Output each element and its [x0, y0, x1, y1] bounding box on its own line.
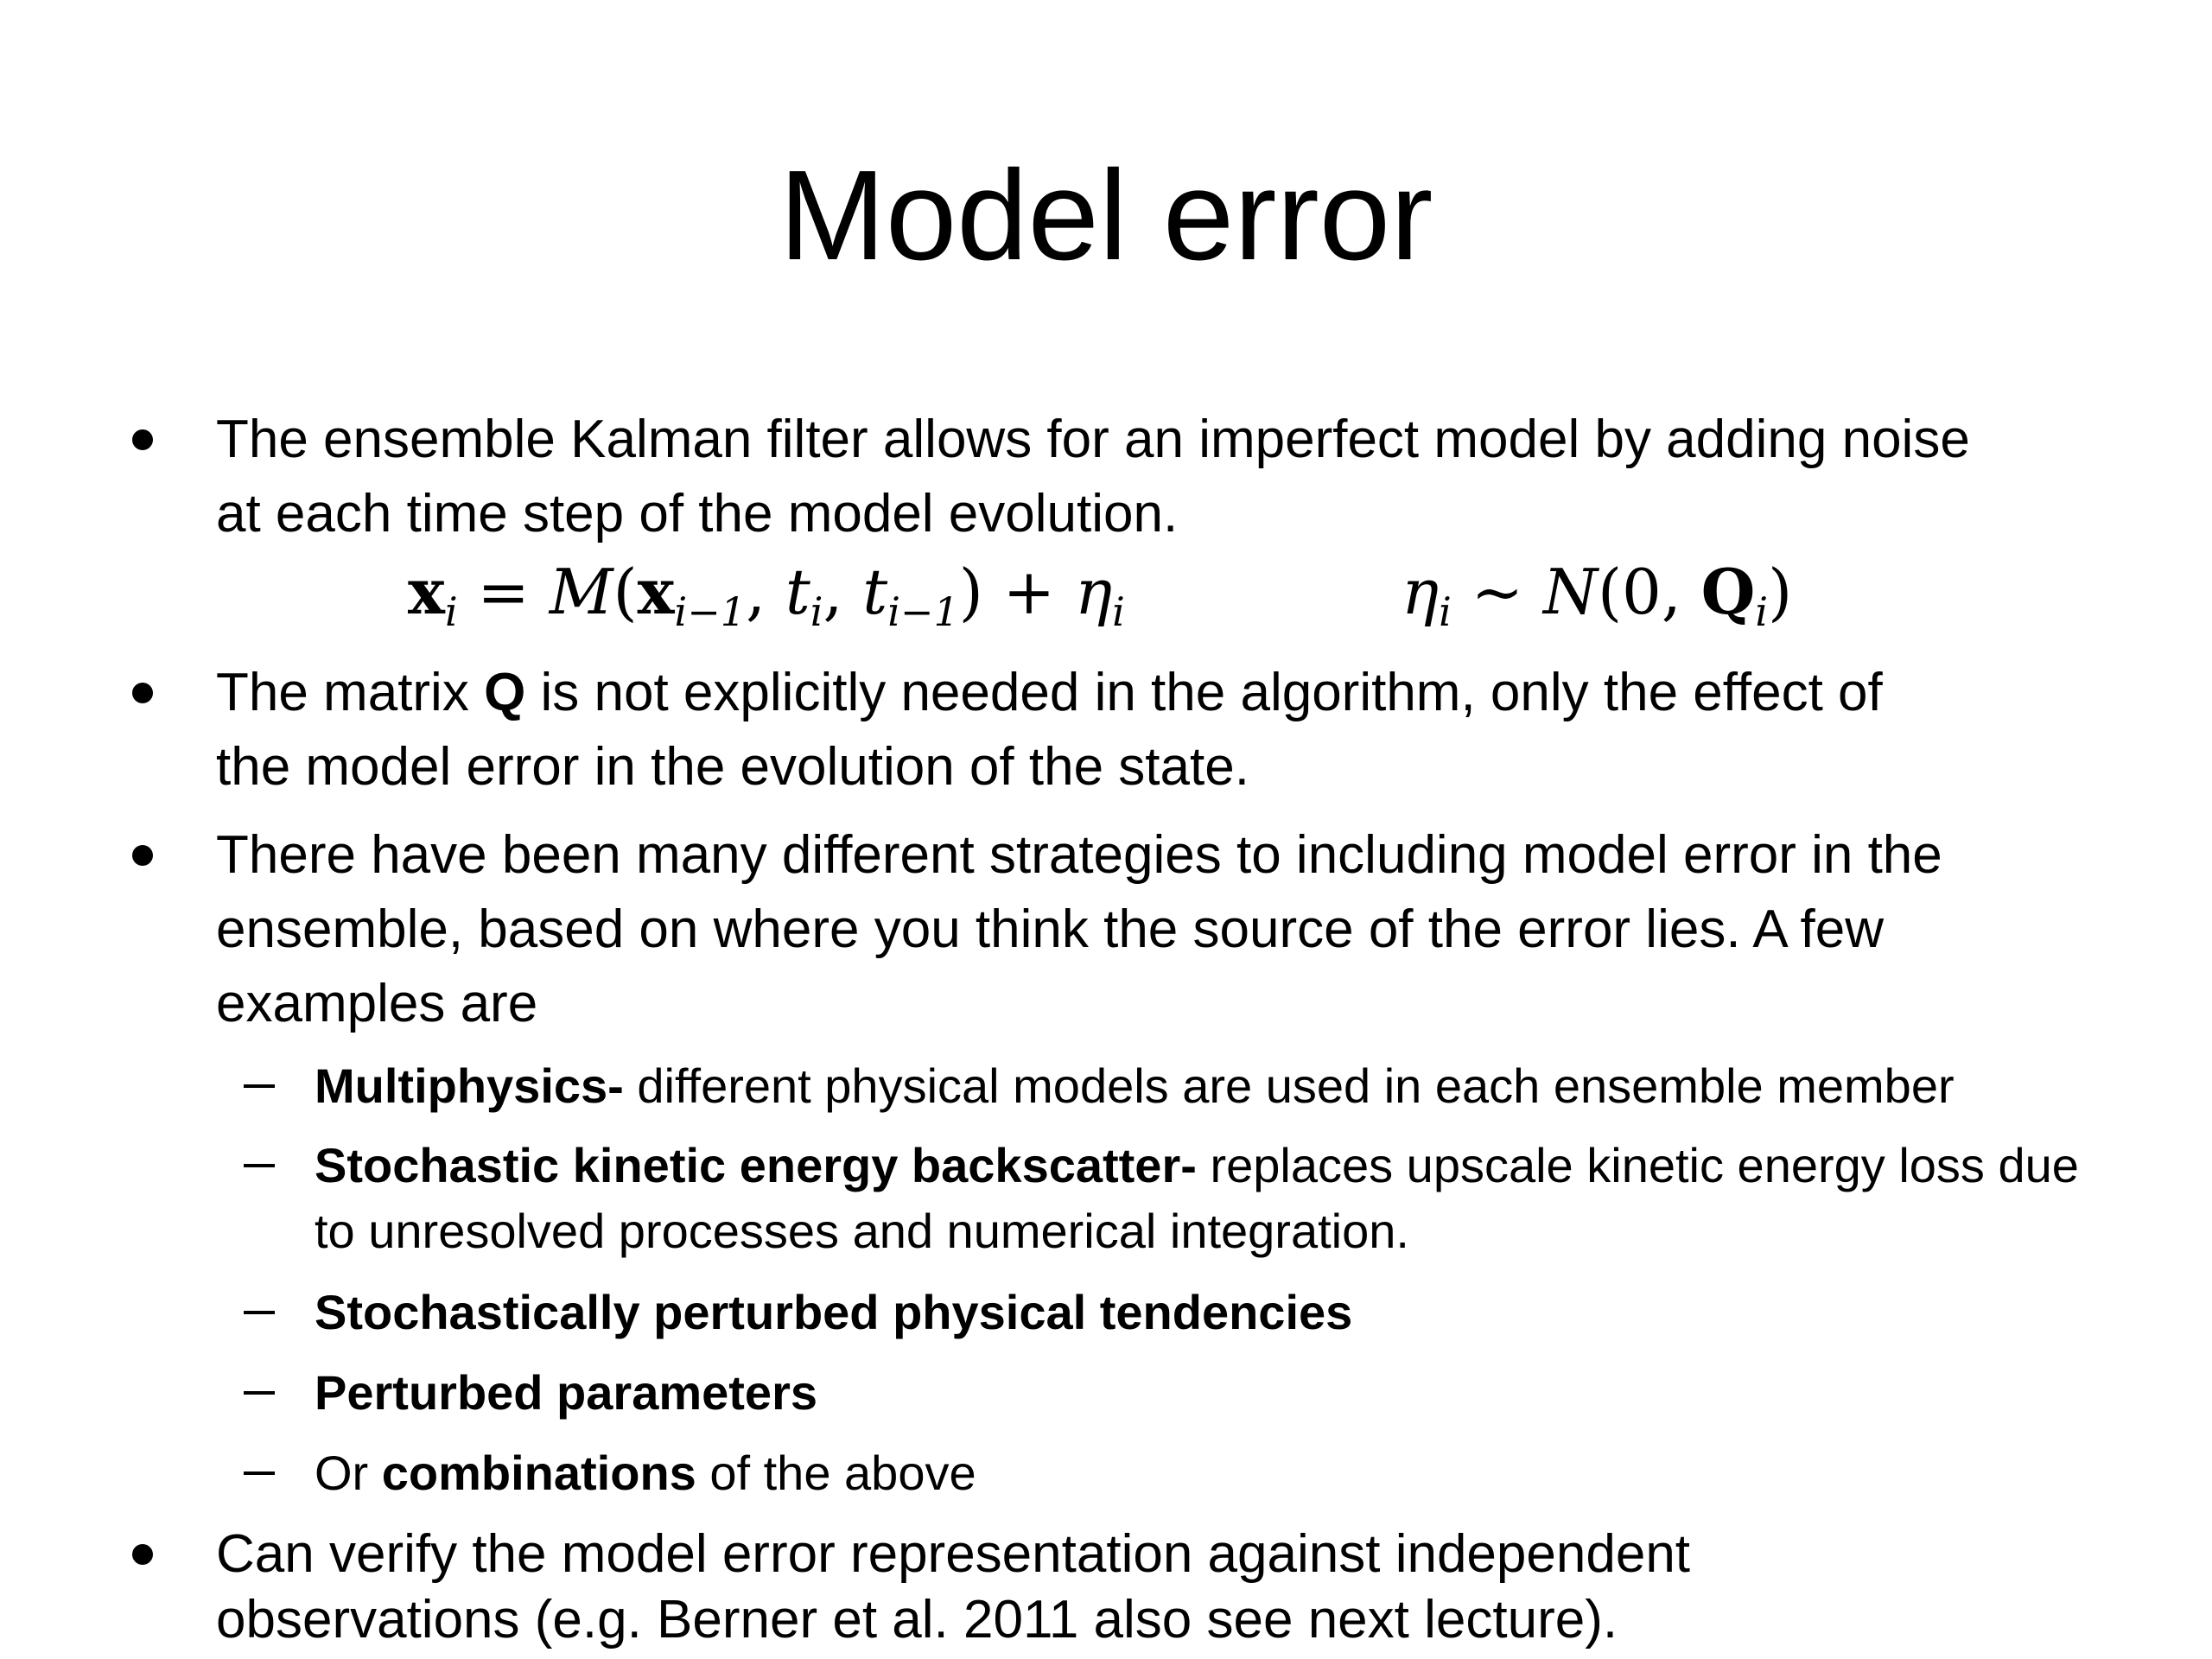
equation-state-evolution	[408, 553, 1125, 635]
eq-x: x	[408, 555, 445, 628]
dash-marker	[244, 1164, 275, 1167]
eq-sub-i: i	[444, 588, 458, 635]
sub-item-5-bold: combinations	[381, 1446, 696, 1500]
bullet-2-line-1	[216, 656, 1883, 730]
bullet-3-line-2: ensemble, based on where you think the source of the error lies. A few	[216, 899, 1884, 959]
sub-item-5	[315, 1440, 976, 1507]
sub-item-5-rest: of the above	[696, 1446, 976, 1500]
eq-equals: =	[457, 556, 550, 628]
bullet-1-line-2: at each time step of the model evolution.	[216, 484, 1179, 543]
sub-item-3-bold: Stochastically perturbed physical tendencies	[315, 1285, 1353, 1339]
sub-item-4-bold: Perturbed parameters	[315, 1365, 818, 1420]
eq2-sub-i: i	[1439, 588, 1452, 635]
eq-sub-i-2: i	[810, 588, 823, 635]
sub-item-2-line-2: to unresolved processes and numerical integration.	[315, 1204, 1409, 1258]
eq-sub-im1-2: i−1	[887, 588, 959, 635]
sub-item-2-bold: Stochastic kinetic energy backscatter-	[315, 1138, 1197, 1192]
bullet-1-line-1: The ensemble Kalman filter allows for an imperfect model by adding noise	[216, 410, 1970, 469]
bullet-3-line-3: examples are	[216, 974, 538, 1033]
eq2-close: )	[1768, 556, 1793, 628]
bullet-4-line-1: Can verify the model error representation against independent	[216, 1524, 1691, 1584]
dash-marker	[244, 1391, 275, 1395]
bullet-4-line-2: observations (e.g. Berner et al. 2011 also see next lecture).	[216, 1590, 1618, 1649]
eq-comma-1: ,	[746, 556, 785, 628]
equation-noise-distribution	[1402, 553, 1793, 635]
sub-item-3	[315, 1279, 1352, 1346]
sub-item-4	[315, 1359, 817, 1427]
bullet-2-post: is not explicitly needed in the algorithm, only the effect of	[525, 663, 1883, 722]
eq-comma-2: ,	[823, 556, 863, 628]
eq2-eta: η	[1402, 556, 1440, 628]
slide-title: Model error	[779, 144, 1433, 287]
dash-marker	[244, 1471, 275, 1475]
bullet-dot	[132, 1544, 153, 1565]
eq-model-M: M	[549, 556, 613, 628]
bullet-dot	[132, 845, 153, 866]
eq-eta: η	[1074, 556, 1113, 628]
eq-sub-im1: i−1	[674, 588, 747, 635]
sub-item-5-pre: Or	[315, 1446, 382, 1500]
bullet-2-line-2: the model error in the evolution of the state.	[216, 737, 1249, 797]
eq-sub-i-3: i	[1112, 588, 1125, 635]
eq2-Q: Q	[1700, 555, 1756, 628]
eq-x-prev: x	[637, 555, 675, 628]
eq-t-prev: t	[862, 556, 888, 628]
sub-item-2-rest: replaces upscale kinetic energy loss due	[1196, 1138, 2079, 1192]
eq-close-paren: )	[958, 556, 983, 628]
eq2-open: (0,	[1597, 556, 1701, 628]
eq-open-paren: (	[613, 556, 638, 628]
sub-item-2	[315, 1132, 2079, 1199]
eq-t: t	[785, 556, 810, 628]
dash-marker	[244, 1084, 275, 1088]
bullet-3-line-1: There have been many different strategies to including model error in the	[216, 825, 1942, 885]
sub-item-1	[315, 1052, 1955, 1120]
bullet-dot	[132, 683, 153, 703]
sub-item-1-rest: different physical models are used in each ensemble member	[623, 1058, 1955, 1113]
sub-item-1-bold: Multiphysics-	[315, 1058, 624, 1113]
eq2-N: N	[1542, 556, 1598, 628]
eq2-sub-i-2: i	[1755, 588, 1769, 635]
eq-plus: +	[982, 556, 1075, 628]
bullet-2-bold: Q	[484, 663, 526, 722]
eq2-sim: ~	[1451, 556, 1543, 628]
bullet-dot	[132, 429, 153, 450]
bullet-2-pre: The matrix	[216, 663, 485, 722]
dash-marker	[244, 1311, 275, 1314]
